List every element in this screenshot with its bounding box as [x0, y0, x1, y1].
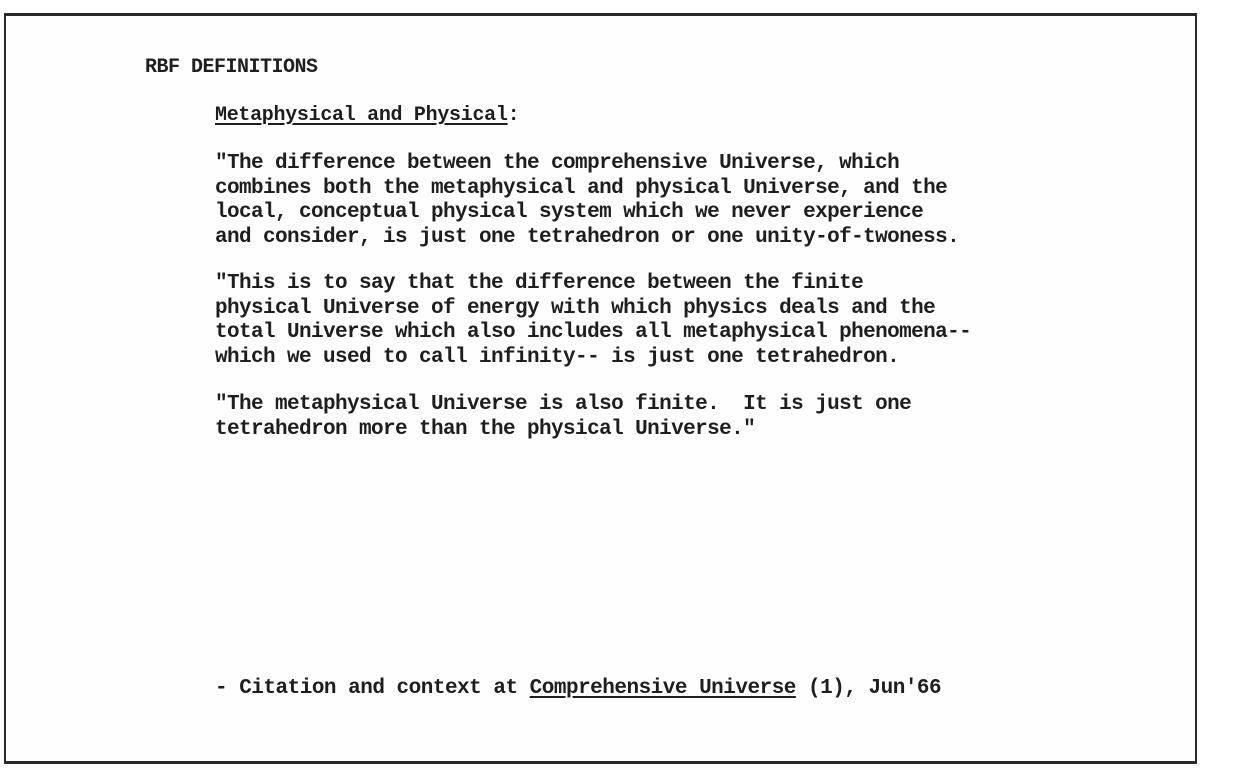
term-heading	[215, 104, 519, 127]
page-heading: RBF DEFINITIONS	[145, 56, 318, 79]
definition-card	[4, 13, 1197, 764]
term-title: Metaphysical and Physical	[215, 104, 508, 127]
citation-link[interactable]: Comprehensive Universe	[529, 677, 796, 700]
definition-paragraph-3: "The metaphysical Universe is also finite. It is just one tetrahedron more than the physical Universe."	[215, 393, 912, 441]
definition-paragraph-1: "The difference between the comprehensive Universe, which combines both the metaphysical and physical Universe, and the local, conceptual physical system which we never experience and consider, is just one tetrahedron or one unity-of-twoness.	[215, 152, 960, 249]
citation-suffix: (1), Jun'66	[795, 677, 942, 700]
definition-paragraph-2: "This is to say that the difference between the finite physical Universe of energy with which physics deals and the total Universe which also includes all metaphysical phenomena-- which we used to call infinity-- is just one tetrahedron.	[215, 272, 972, 369]
term-colon: :	[507, 104, 520, 127]
citation-prefix: - Citation and context at	[215, 677, 530, 700]
citation-line	[215, 677, 941, 700]
